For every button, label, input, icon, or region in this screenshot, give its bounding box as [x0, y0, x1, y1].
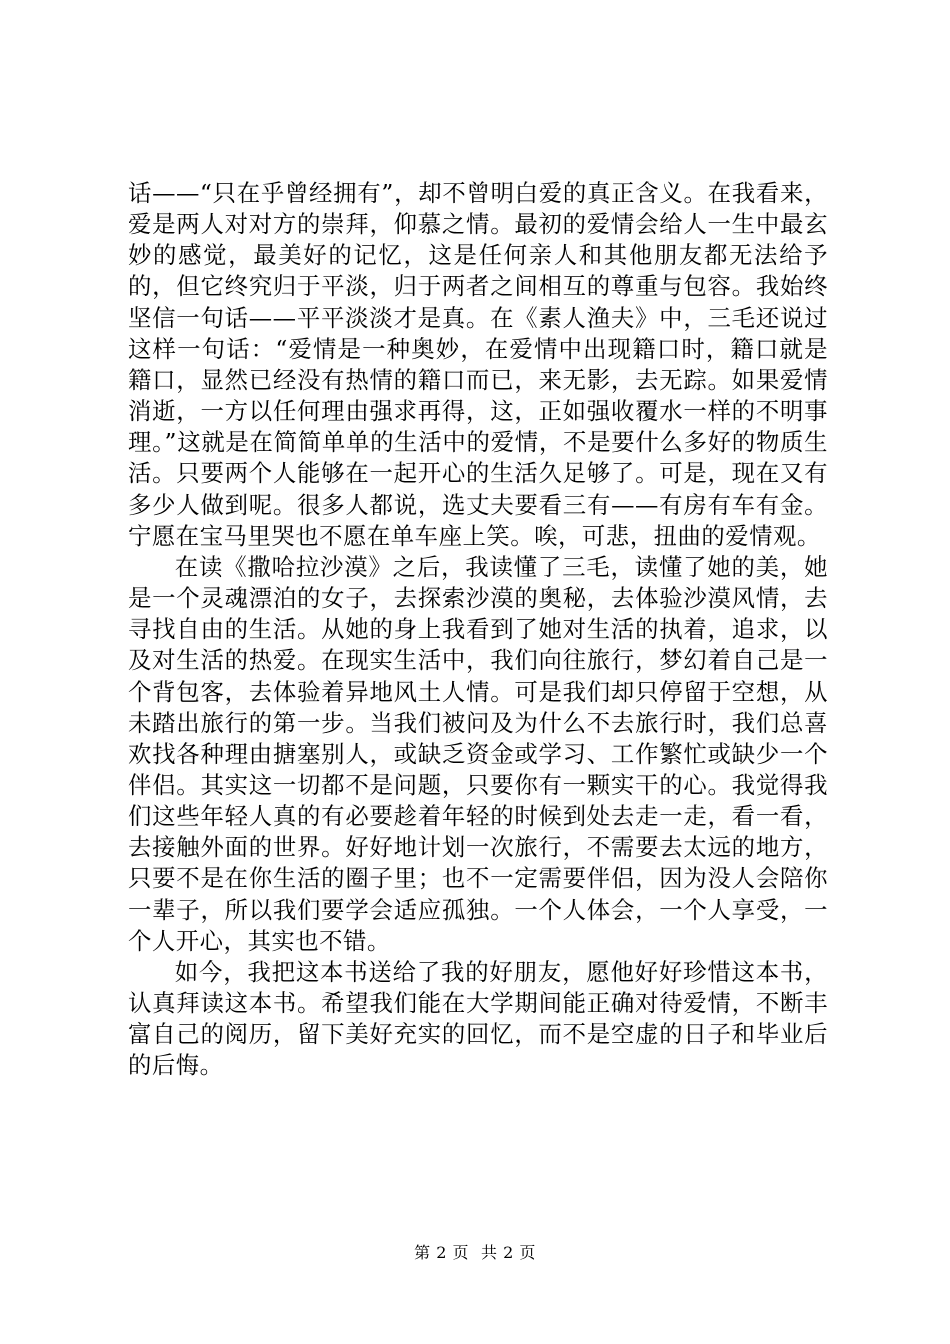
page-number-current: 第 2 页	[414, 1243, 469, 1262]
paragraph-3: 如今，我把这本书送给了我的好朋友，愿他好好珍惜这本书，认真拜读这本书。希望我们能在大学期间能正确对待爱情，不断丰富自己的阅历，留下美好充实的回忆，而不是空虚的日子和毕业后的后悔。	[128, 957, 828, 1080]
page-number-total: 共 2 页	[481, 1243, 536, 1262]
paragraph-2: 在读《撒哈拉沙漠》之后，我读懂了三毛，读懂了她的美，她是一个灵魂漂泊的女子，去探索沙漠的奥秘，去体验沙漠风情，去寻找自由的生活。从她的身上我看到了她对生活的执着，追求，以及对生活的热爱。在现实生活中，我们向往旅行，梦幻着自己是一个背包客，去体验着异地风土人情。可是我们却只停留于空想，从未踏出旅行的第一步。当我们被问及为什么不去旅行时，我们总喜欢找各种理由搪塞别人，或缺乏资金或学习、工作繁忙或缺少一个伴侣。其实这一切都不是问题，只要你有一颗实干的心。我觉得我们这些年轻人真的有必要趁着年轻的时候到处去走一走，看一看，去接触外面的世界。好好地计划一次旅行，不需要去太远的地方，只要不是在你生活的圈子里；也不一定需要伴侣，因为没人会陪你一辈子，所以我们要学会适应孤独。一个人体会，一个人享受，一个人开心，其实也不错。	[128, 552, 828, 955]
paragraph-1: 话——“只在乎曾经拥有”，却不曾明白爱的真正含义。在我看来，爱是两人对对方的崇拜，仰慕之情。最初的爱情会给人一生中最玄妙的感觉，最美好的记忆，这是任何亲人和其他朋友都无法给予的，但它终究归于平淡，归于两者之间相互的尊重与包容。我始终坚信一句话——平平淡淡才是真。在《素人渔夫》中，三毛还说过这样一句话：“爱情是一种奥妙，在爱情中出现籍口时，籍口就是籍口，显然已经没有热情的籍口而已，来无影，去无踪。如果爱情消逝，一方以任何理由强求再得，这，正如强收覆水一样的不明事理。”这就是在简简单单的生活中的爱情，不是要什么多好的物质生活。只要两个人能够在一起开心的生活久足够了。可是，现在又有多少人做到呢。很多人都说，选丈夫要看三有——有房有车有金。宁愿在宝马里哭也不愿在单车座上笑。唉，可悲，扭曲的爱情观。	[128, 179, 828, 550]
page-footer	[0, 1243, 950, 1263]
document-body	[128, 178, 828, 1082]
